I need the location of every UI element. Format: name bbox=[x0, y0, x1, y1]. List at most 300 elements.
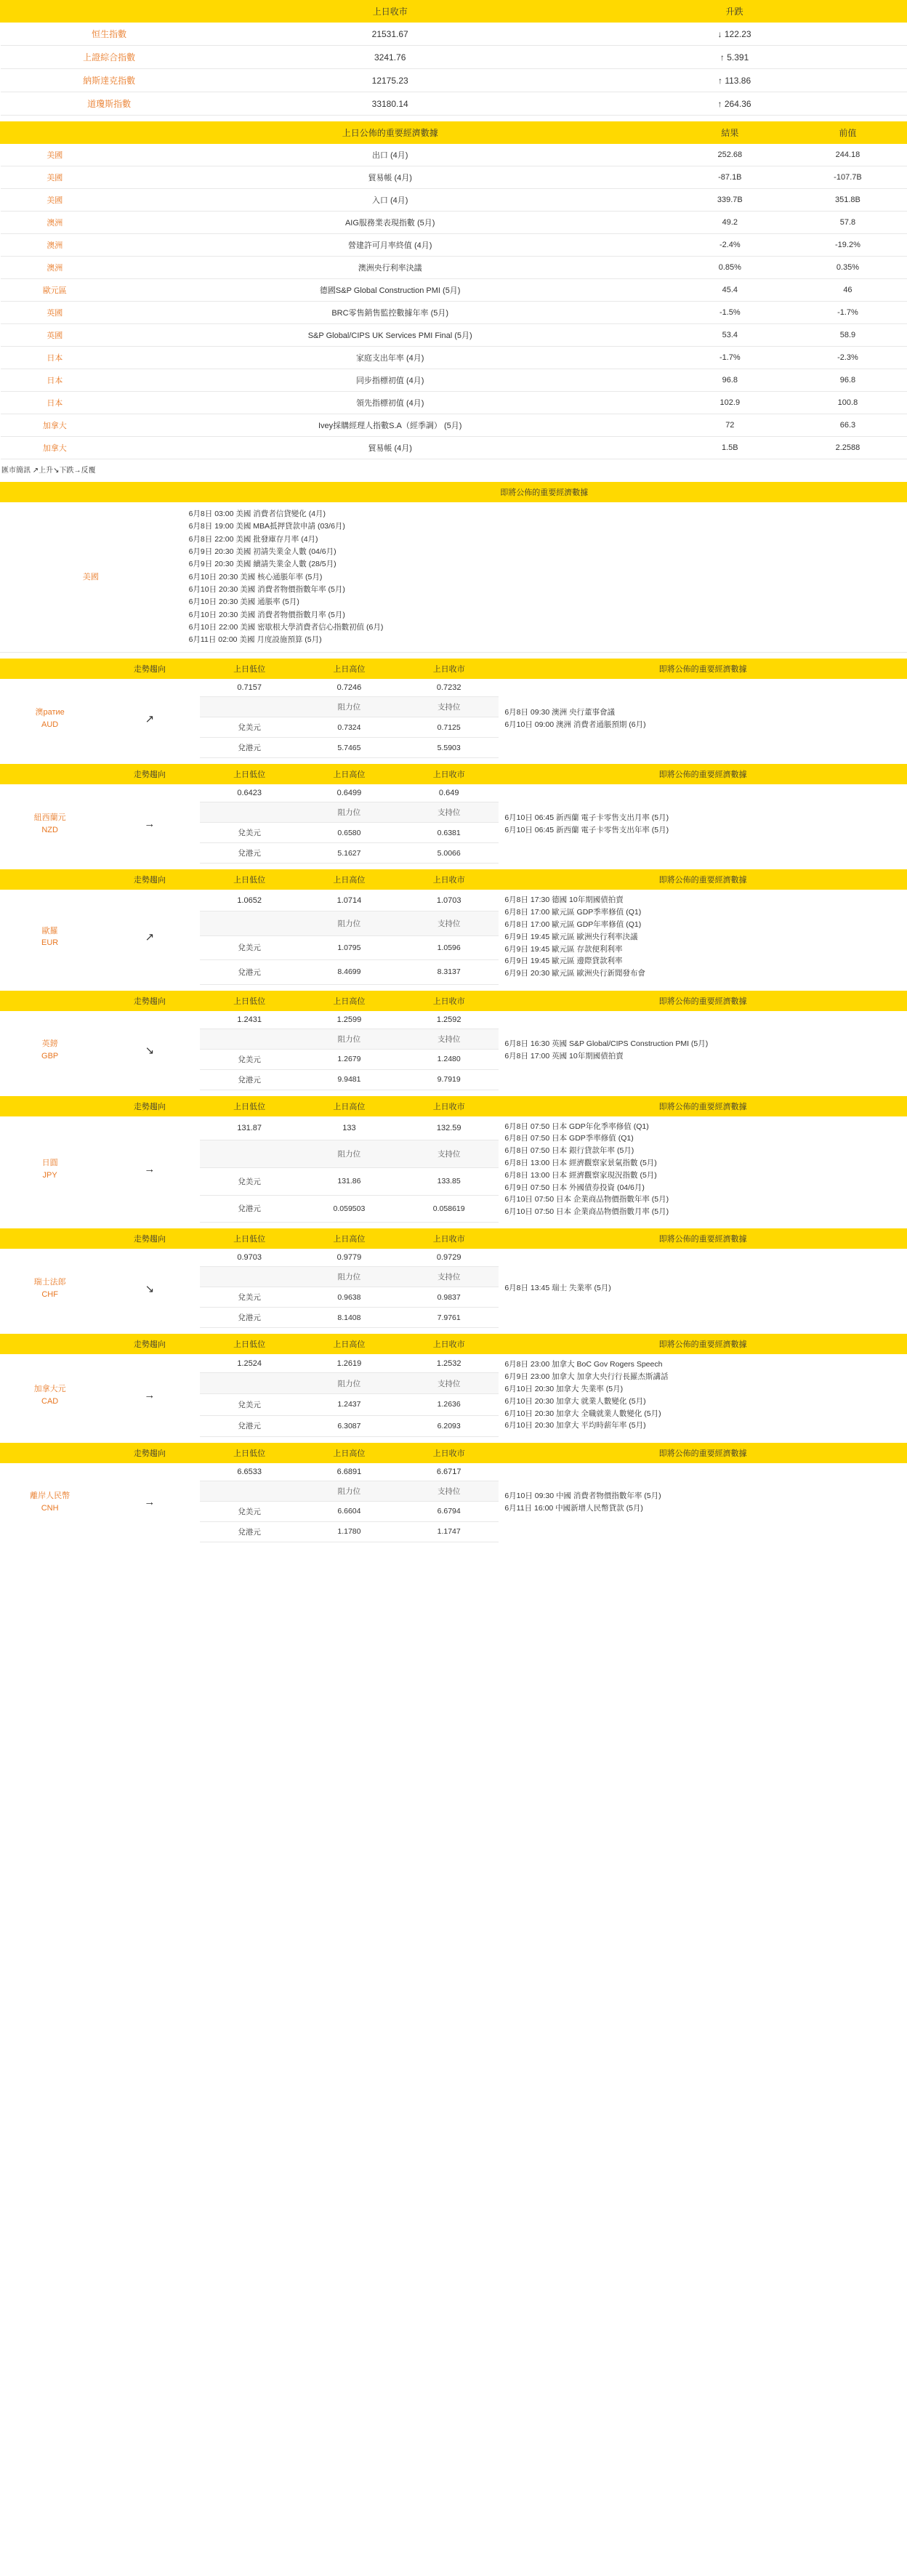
currency-header-blank bbox=[0, 991, 100, 1011]
spacer bbox=[0, 653, 907, 659]
upcoming-us-label: 美國 bbox=[0, 502, 182, 653]
list-item: 6月8日 17:00 英國 10年期國債拍賣 bbox=[504, 1051, 624, 1060]
day-high: 0.7246 bbox=[299, 679, 399, 697]
day-close: 0.649 bbox=[399, 784, 499, 802]
econ-item: AIG服務業表現指數 (5月) bbox=[109, 212, 671, 234]
support-label: 支持位 bbox=[399, 1481, 499, 1501]
currency-header-close: 上日收市 bbox=[399, 764, 499, 784]
resistance-label: 阻力位 bbox=[299, 911, 399, 935]
index-change: ↑ 113.86 bbox=[563, 69, 907, 92]
pair-resistance: 1.2679 bbox=[299, 1049, 399, 1069]
currency-header-high: 上日高位 bbox=[299, 1228, 399, 1249]
currency-header-high: 上日高位 bbox=[299, 869, 399, 890]
upcoming-us-events bbox=[182, 502, 907, 653]
index-name: 道瓊斯指數 bbox=[1, 92, 218, 116]
day-high: 0.6499 bbox=[299, 784, 399, 802]
econ-item: 澳洲央行利率決議 bbox=[109, 257, 671, 279]
trend-icon: ↘ bbox=[145, 1044, 155, 1057]
currency-label bbox=[0, 1354, 100, 1436]
currency-code: JPY bbox=[42, 1170, 57, 1180]
currency-header-row bbox=[0, 1096, 907, 1116]
indices-header-close: 上日收市 bbox=[218, 1, 563, 23]
list-item: 6月10日 06:45 新西蘭 電子卡零售支出年率 (5月) bbox=[504, 825, 669, 834]
currency-header-high: 上日高位 bbox=[299, 991, 399, 1011]
list-item: 6月9日 19:45 歐元區 歐洲央行利率決議 bbox=[504, 932, 638, 941]
pair-label: 兌港元 bbox=[200, 843, 299, 864]
support-label: 支持位 bbox=[399, 911, 499, 935]
currency-header-row bbox=[0, 869, 907, 890]
list-item: 6月8日 07:50 日本 銀行貸款年率 (5月) bbox=[504, 1146, 634, 1156]
currency-row-values bbox=[0, 679, 907, 697]
econ-item: 同步指標初值 (4月) bbox=[109, 369, 671, 392]
indices-table bbox=[0, 0, 907, 116]
econ-result: 102.9 bbox=[671, 392, 789, 414]
table-row bbox=[1, 69, 907, 92]
support-label: 支持位 bbox=[399, 1267, 499, 1287]
econ-item: 貿易帳 (4月) bbox=[109, 437, 671, 459]
pair-resistance: 131.86 bbox=[299, 1167, 399, 1195]
econ-result: 72 bbox=[671, 414, 789, 437]
trend-icon: → bbox=[144, 818, 156, 831]
currency-events bbox=[499, 679, 907, 758]
currency-row-values bbox=[0, 784, 907, 802]
day-low: 0.7157 bbox=[200, 679, 299, 697]
upcoming-us-table bbox=[0, 482, 907, 653]
index-close: 3241.76 bbox=[218, 46, 563, 69]
support-label: 支持位 bbox=[399, 1029, 499, 1049]
currency-code: CAD bbox=[41, 1396, 59, 1406]
currency-events bbox=[499, 890, 907, 984]
pair-label: 兌港元 bbox=[200, 960, 299, 984]
levels-blank bbox=[200, 1140, 299, 1168]
econ-item: 領先指標初值 (4月) bbox=[109, 392, 671, 414]
currency-label bbox=[0, 890, 100, 984]
list-item: 6月8日 23:00 加拿大 BoC Gov Rogers Speech bbox=[504, 1360, 663, 1369]
currency-header-blank bbox=[0, 764, 100, 784]
list-item: 6月10日 06:45 新西蘭 電子卡零售支出月率 (5月) bbox=[504, 813, 669, 822]
currency-block-nzd bbox=[0, 764, 907, 869]
currency-header-trend: 走勢趨向 bbox=[100, 659, 199, 679]
index-close: 33180.14 bbox=[218, 92, 563, 116]
pair-resistance: 8.4699 bbox=[299, 960, 399, 984]
econ-country: 加拿大 bbox=[1, 437, 110, 459]
econ-prev: -1.7% bbox=[789, 302, 906, 324]
econ-prev: 244.18 bbox=[789, 144, 906, 166]
pair-support: 0.9837 bbox=[399, 1287, 499, 1308]
day-high: 6.6891 bbox=[299, 1463, 399, 1481]
levels-blank bbox=[200, 1267, 299, 1287]
currency-header-row bbox=[0, 1228, 907, 1249]
currency-row-values bbox=[0, 1354, 907, 1372]
day-low: 1.2431 bbox=[200, 1011, 299, 1029]
currency-table bbox=[0, 764, 907, 864]
currency-header-row bbox=[0, 764, 907, 784]
upcoming-us-title: 即將公佈的重要經濟數據 bbox=[182, 482, 907, 502]
econ-prev: 96.8 bbox=[789, 369, 906, 392]
list-item: 6月10日 20:30 加拿大 就業人數變化 (5月) bbox=[504, 1396, 646, 1406]
currency-events bbox=[499, 1463, 907, 1542]
econ-result: 53.4 bbox=[671, 324, 789, 347]
pair-support: 0.058619 bbox=[399, 1195, 499, 1223]
econ-item: Ivey採購經理人指數S.A（經季調） (5月) bbox=[109, 414, 671, 437]
trend-icon: → bbox=[144, 1389, 156, 1402]
levels-blank bbox=[200, 911, 299, 935]
currency-header-low: 上日低位 bbox=[200, 1334, 299, 1354]
currency-header-high: 上日高位 bbox=[299, 1443, 399, 1463]
currency-header-trend: 走勢趨向 bbox=[100, 1334, 199, 1354]
currency-header-blank bbox=[0, 1334, 100, 1354]
resistance-label: 阻力位 bbox=[299, 1029, 399, 1049]
currency-block-eur bbox=[0, 869, 907, 990]
pair-support: 1.0596 bbox=[399, 935, 499, 959]
econ-country: 美國 bbox=[1, 166, 110, 189]
table-row bbox=[1, 347, 907, 369]
list-item: 6月10日 09:00 澳洲 消費者通脹預期 (6月) bbox=[504, 720, 646, 729]
econ-result: 96.8 bbox=[671, 369, 789, 392]
list-item: 6月10日 07:50 日本 企業商品物價指數月率 (5月) bbox=[504, 1207, 669, 1217]
econ-prev: 57.8 bbox=[789, 212, 906, 234]
pair-resistance: 0.9638 bbox=[299, 1287, 399, 1308]
pair-resistance: 5.7465 bbox=[299, 738, 399, 758]
currency-block-cad bbox=[0, 1334, 907, 1442]
currency-label bbox=[0, 1249, 100, 1328]
currency-table bbox=[0, 991, 907, 1090]
currency-table bbox=[0, 1334, 907, 1436]
pair-support: 8.3137 bbox=[399, 960, 499, 984]
currency-name: 加拿大元 bbox=[33, 1385, 66, 1394]
econ-item: 家庭支出年率 (4月) bbox=[109, 347, 671, 369]
econ-result: 252.68 bbox=[671, 144, 789, 166]
day-low: 0.9703 bbox=[200, 1249, 299, 1267]
currency-header-low: 上日低位 bbox=[200, 991, 299, 1011]
support-label: 支持位 bbox=[399, 1373, 499, 1394]
currency-header-low: 上日低位 bbox=[200, 1443, 299, 1463]
currency-code: AUD bbox=[41, 720, 59, 729]
pair-support: 1.2480 bbox=[399, 1049, 499, 1069]
econ-result: 49.2 bbox=[671, 212, 789, 234]
econ-item: BRC零售銷售監控數據年率 (5月) bbox=[109, 302, 671, 324]
econ-header-title: 上日公佈的重要經濟數據 bbox=[109, 122, 671, 144]
pair-support: 5.5903 bbox=[399, 738, 499, 758]
spacer bbox=[0, 758, 907, 764]
currency-events-title: 即將公佈的重要經濟數據 bbox=[499, 991, 907, 1011]
currency-header-blank bbox=[0, 1228, 100, 1249]
currency-header-high: 上日高位 bbox=[299, 659, 399, 679]
pair-label: 兌美元 bbox=[200, 1501, 299, 1521]
day-high: 133 bbox=[299, 1116, 399, 1140]
currency-block-jpy bbox=[0, 1096, 907, 1229]
economic-data-table bbox=[0, 121, 907, 459]
day-close: 1.2592 bbox=[399, 1011, 499, 1029]
indices-header-row bbox=[1, 1, 907, 23]
currency-block-gbp bbox=[0, 991, 907, 1096]
pair-label: 兌美元 bbox=[200, 1049, 299, 1069]
currency-block-cnh bbox=[0, 1443, 907, 1548]
currency-header-trend: 走勢趨向 bbox=[100, 1096, 199, 1116]
econ-country: 英國 bbox=[1, 324, 110, 347]
resistance-label: 阻力位 bbox=[299, 1267, 399, 1287]
list-item: 6月8日 03:00 美國 消費者信貸變化 (4月) bbox=[188, 510, 326, 518]
levels-blank bbox=[200, 1481, 299, 1501]
econ-header-row bbox=[1, 122, 907, 144]
list-item: 6月8日 16:30 英國 S&P Global/CIPS Construction PMI (5月) bbox=[504, 1039, 709, 1048]
econ-result: -1.7% bbox=[671, 347, 789, 369]
currency-code: CNH bbox=[41, 1503, 59, 1513]
day-close: 0.9729 bbox=[399, 1249, 499, 1267]
pair-label: 兌港元 bbox=[200, 1308, 299, 1328]
list-item: 6月11日 16:00 中國新增人民幣貸款 (5月) bbox=[504, 1503, 643, 1513]
list-item: 6月10日 20:30 加拿大 平均時薪年率 (5月) bbox=[504, 1421, 646, 1430]
econ-country: 日本 bbox=[1, 347, 110, 369]
econ-prev: 2.2588 bbox=[789, 437, 906, 459]
list-item: 6月9日 07:50 日本 外國債券投資 (04/6月) bbox=[504, 1183, 645, 1192]
resistance-label: 阻力位 bbox=[299, 1481, 399, 1501]
list-item: 6月8日 07:50 日本 GDP年化季率修值 (Q1) bbox=[504, 1122, 649, 1131]
currency-events-title: 即將公佈的重要經濟數據 bbox=[499, 869, 907, 890]
table-row bbox=[1, 279, 907, 302]
list-item: 6月8日 07:50 日本 GDP季率修值 (Q1) bbox=[504, 1134, 634, 1143]
list-item: 6月10日 07:50 日本 企業商品物價指數年率 (5月) bbox=[504, 1195, 669, 1204]
pair-resistance: 6.3087 bbox=[299, 1415, 399, 1436]
econ-item: 貿易帳 (4月) bbox=[109, 166, 671, 189]
list-item: 6月8日 17:00 歐元區 GDP年率修值 (Q1) bbox=[504, 920, 642, 930]
currency-header-row bbox=[0, 659, 907, 679]
currency-header-blank bbox=[0, 1096, 100, 1116]
resistance-label: 阻力位 bbox=[299, 697, 399, 717]
currency-header-blank bbox=[0, 1443, 100, 1463]
day-low: 1.2524 bbox=[200, 1354, 299, 1372]
econ-country: 日本 bbox=[1, 369, 110, 392]
pair-label: 兌港元 bbox=[200, 1521, 299, 1542]
currency-header-row bbox=[0, 1334, 907, 1354]
support-label: 支持位 bbox=[399, 1140, 499, 1168]
pair-support: 6.6794 bbox=[399, 1501, 499, 1521]
upcoming-us-body bbox=[0, 502, 907, 653]
currency-name: 離岸人民幣 bbox=[30, 1492, 70, 1501]
legend-note: 匯市簡訊 ↗上升↘下跌→反覆 bbox=[1, 467, 96, 475]
day-close: 1.0703 bbox=[399, 890, 499, 911]
day-low: 6.6533 bbox=[200, 1463, 299, 1481]
pair-resistance: 1.0795 bbox=[299, 935, 399, 959]
pair-label: 兌美元 bbox=[200, 1287, 299, 1308]
table-row bbox=[1, 302, 907, 324]
currency-table bbox=[0, 869, 907, 984]
levels-blank bbox=[200, 802, 299, 823]
pair-support: 1.2636 bbox=[399, 1394, 499, 1415]
pair-resistance: 0.059503 bbox=[299, 1195, 399, 1223]
list-item: 6月9日 20:30 美國 續請失業金人數 (28/5月) bbox=[188, 560, 336, 569]
econ-country: 日本 bbox=[1, 392, 110, 414]
currency-code: GBP bbox=[41, 1051, 59, 1060]
econ-result: -87.1B bbox=[671, 166, 789, 189]
currency-header-low: 上日低位 bbox=[200, 1228, 299, 1249]
econ-header-result: 結果 bbox=[671, 122, 789, 144]
table-row bbox=[1, 414, 907, 437]
econ-country: 加拿大 bbox=[1, 414, 110, 437]
currency-table bbox=[0, 659, 907, 758]
spacer bbox=[0, 1437, 907, 1443]
currency-header-high: 上日高位 bbox=[299, 1096, 399, 1116]
trend-icon: ↗ bbox=[145, 712, 155, 725]
list-item: 6月8日 17:30 德國 10年期國債拍賣 bbox=[504, 895, 624, 905]
list-item: 6月9日 20:30 歐元區 歐洲央行新聞發布會 bbox=[504, 969, 646, 978]
table-row bbox=[1, 144, 907, 166]
econ-country: 澳洲 bbox=[1, 212, 110, 234]
pair-label: 兌美元 bbox=[200, 1167, 299, 1195]
day-high: 1.2599 bbox=[299, 1011, 399, 1029]
day-close: 1.2532 bbox=[399, 1354, 499, 1372]
pair-label: 兌美元 bbox=[200, 823, 299, 843]
currency-label bbox=[0, 1011, 100, 1090]
indices-header-blank bbox=[1, 1, 218, 23]
table-row bbox=[1, 257, 907, 279]
currency-row-values bbox=[0, 1116, 907, 1140]
currency-events-title: 即將公佈的重要經濟數據 bbox=[499, 1228, 907, 1249]
list-item: 6月10日 20:30 加拿大 失業率 (5月) bbox=[504, 1384, 624, 1393]
currency-events bbox=[499, 1011, 907, 1090]
currency-header-close: 上日收市 bbox=[399, 659, 499, 679]
econ-prev: 58.9 bbox=[789, 324, 906, 347]
table-row bbox=[1, 234, 907, 257]
pair-support: 0.7125 bbox=[399, 717, 499, 738]
spacer bbox=[0, 1090, 907, 1096]
currency-row-values bbox=[0, 890, 907, 911]
list-item: 6月10日 20:30 美國 消費者物價指數年率 (5月) bbox=[188, 584, 345, 594]
support-label: 支持位 bbox=[399, 802, 499, 823]
econ-result: 1.5B bbox=[671, 437, 789, 459]
currency-row-values bbox=[0, 1249, 907, 1267]
econ-prev: -2.3% bbox=[789, 347, 906, 369]
currency-header-trend: 走勢趨向 bbox=[100, 1443, 199, 1463]
pair-support: 5.0066 bbox=[399, 843, 499, 864]
support-label: 支持位 bbox=[399, 697, 499, 717]
day-high: 1.2619 bbox=[299, 1354, 399, 1372]
levels-blank bbox=[200, 1373, 299, 1394]
econ-item: 營建許可月率終值 (4月) bbox=[109, 234, 671, 257]
econ-prev: -107.7B bbox=[789, 166, 906, 189]
index-close: 21531.67 bbox=[218, 23, 563, 46]
pair-resistance: 1.1780 bbox=[299, 1521, 399, 1542]
list-item: 6月8日 17:00 歐元區 GDP季率修值 (Q1) bbox=[504, 908, 642, 917]
currency-table bbox=[0, 1228, 907, 1328]
pair-resistance: 6.6604 bbox=[299, 1501, 399, 1521]
pair-support: 133.85 bbox=[399, 1167, 499, 1195]
currency-events-title: 即將公佈的重要經濟數據 bbox=[499, 1096, 907, 1116]
pair-label: 兌美元 bbox=[200, 717, 299, 738]
currency-events bbox=[499, 784, 907, 864]
table-row bbox=[1, 392, 907, 414]
currency-events-title: 即將公佈的重要經濟數據 bbox=[499, 659, 907, 679]
currency-header-close: 上日收市 bbox=[399, 991, 499, 1011]
table-row bbox=[1, 324, 907, 347]
list-item: 6月10日 20:30 美國 消費者物價指數月率 (5月) bbox=[188, 610, 345, 619]
econ-country: 澳洲 bbox=[1, 234, 110, 257]
currency-header-high: 上日高位 bbox=[299, 764, 399, 784]
levels-blank bbox=[200, 697, 299, 717]
spacer bbox=[0, 864, 907, 869]
pair-label: 兌港元 bbox=[200, 1195, 299, 1223]
list-item: 6月8日 19:00 美國 MBA抵押貸款申請 (03/6月) bbox=[188, 522, 345, 531]
econ-prev: 46 bbox=[789, 279, 906, 302]
pair-support: 9.7919 bbox=[399, 1069, 499, 1090]
pair-resistance: 8.1408 bbox=[299, 1308, 399, 1328]
currency-row-values bbox=[0, 1463, 907, 1481]
list-item: 6月10日 20:30 美國 核心通脹年率 (5月) bbox=[188, 572, 323, 581]
day-high: 0.9779 bbox=[299, 1249, 399, 1267]
currency-header-close: 上日收市 bbox=[399, 1334, 499, 1354]
list-item: 6月9日 20:30 美國 初請失業金人數 (04/6月) bbox=[188, 547, 336, 556]
econ-header-country bbox=[1, 122, 110, 144]
currency-block-aud bbox=[0, 659, 907, 764]
currency-table bbox=[0, 1096, 907, 1223]
day-close: 0.7232 bbox=[399, 679, 499, 697]
currency-header-close: 上日收市 bbox=[399, 1228, 499, 1249]
pair-support: 1.1747 bbox=[399, 1521, 499, 1542]
pair-label: 兌美元 bbox=[200, 935, 299, 959]
day-low: 131.87 bbox=[200, 1116, 299, 1140]
list-item: 6月8日 22:00 美國 批發庫存月率 (4月) bbox=[188, 534, 318, 544]
day-high: 1.0714 bbox=[299, 890, 399, 911]
table-row bbox=[1, 46, 907, 69]
econ-prev: -19.2% bbox=[789, 234, 906, 257]
currency-code: CHF bbox=[41, 1289, 58, 1299]
trend-icon: → bbox=[144, 1163, 156, 1176]
pair-label: 兌港元 bbox=[200, 1069, 299, 1090]
currency-header-trend: 走勢趨向 bbox=[100, 764, 199, 784]
currency-events-title: 即將公佈的重要經濟數據 bbox=[499, 1334, 907, 1354]
index-close: 12175.23 bbox=[218, 69, 563, 92]
list-item: 6月9日 23:00 加拿大 加拿大央行行長羅杰斯講話 bbox=[504, 1372, 669, 1382]
currency-row-values bbox=[0, 1011, 907, 1029]
econ-header-prev: 前值 bbox=[789, 122, 906, 144]
list-item: 6月8日 09:30 澳洲 央行董事會議 bbox=[504, 707, 616, 717]
spacer bbox=[0, 1328, 907, 1334]
econ-item: S&P Global/CIPS UK Services PMI Final (5月) bbox=[109, 324, 671, 347]
currency-label bbox=[0, 679, 100, 758]
currency-header-low: 上日低位 bbox=[200, 1096, 299, 1116]
econ-result: -2.4% bbox=[671, 234, 789, 257]
currency-header-high: 上日高位 bbox=[299, 1334, 399, 1354]
list-item: 6月8日 13:45 瑞士 失業率 (5月) bbox=[504, 1284, 611, 1293]
index-name: 納斯達克指數 bbox=[1, 69, 218, 92]
pair-resistance: 0.6580 bbox=[299, 823, 399, 843]
currency-header-row bbox=[0, 991, 907, 1011]
trend-icon: ↗ bbox=[145, 931, 155, 944]
econ-country: 美國 bbox=[1, 144, 110, 166]
day-close: 6.6717 bbox=[399, 1463, 499, 1481]
index-change: ↓ 122.23 bbox=[563, 23, 907, 46]
currency-header-trend: 走勢趨向 bbox=[100, 991, 199, 1011]
index-name: 恒生指數 bbox=[1, 23, 218, 46]
currency-header-row bbox=[0, 1443, 907, 1463]
pair-label: 兌美元 bbox=[200, 1394, 299, 1415]
trend-icon: ↘ bbox=[145, 1282, 155, 1295]
resistance-label: 阻力位 bbox=[299, 802, 399, 823]
pair-resistance: 1.2437 bbox=[299, 1394, 399, 1415]
currency-events bbox=[499, 1354, 907, 1436]
currency-name: 日圓 bbox=[41, 1159, 58, 1168]
resistance-label: 阻力位 bbox=[299, 1140, 399, 1168]
spacer bbox=[0, 116, 907, 121]
currency-label bbox=[0, 784, 100, 864]
currency-code: EUR bbox=[41, 938, 59, 948]
table-row bbox=[1, 437, 907, 459]
currency-header-close: 上日收市 bbox=[399, 869, 499, 890]
currency-events-title: 即將公佈的重要經濟數據 bbox=[499, 764, 907, 784]
currency-block-chf bbox=[0, 1228, 907, 1334]
index-name: 上證綜合指數 bbox=[1, 46, 218, 69]
index-change: ↑ 264.36 bbox=[563, 92, 907, 116]
